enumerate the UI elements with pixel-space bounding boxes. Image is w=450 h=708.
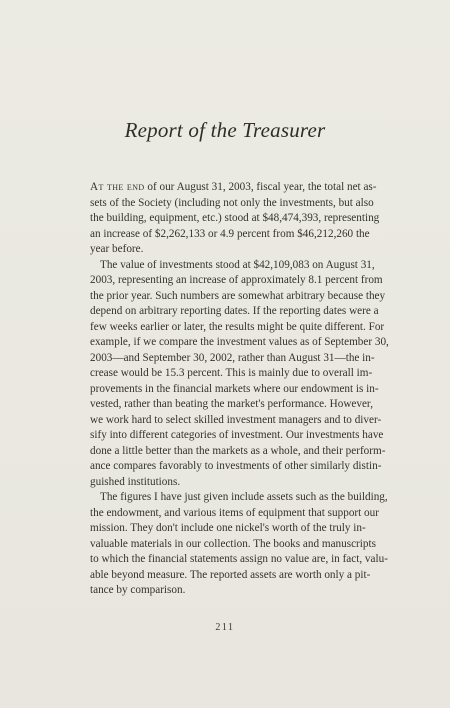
text-line: able beyond measure. The reported assets are worth only a pit-	[90, 568, 371, 581]
text-line: crease would be 15.3 percent. This is mainly due to overall im-	[90, 367, 373, 379]
text-line: guished institutions.	[90, 475, 181, 488]
text-line: The figures I have just given include assets such as the building,	[100, 491, 388, 503]
text-line: The value of investments stood at $42,109,083 on August 31,	[100, 258, 375, 271]
lead-smallcaps: At the end	[90, 181, 145, 193]
text-line: example, if we compare the investment values as of September 30,	[90, 336, 389, 348]
text-line: vested, rather than beating the market's performance. However,	[90, 398, 373, 410]
text-line: year before.	[90, 243, 144, 255]
text-line: to which the financial statements assign no value are, in fact, valu-	[90, 553, 388, 565]
body-text	[90, 180, 389, 599]
text-line: 2003, representing an increase of approximately 8.1 percent from	[90, 274, 383, 286]
text-line: mission. They don't include one nickel's worth of the truly in-	[90, 522, 366, 534]
text-line: the endowment, and various items of equipment that support our	[90, 506, 379, 519]
text-line: tance by comparison.	[90, 584, 186, 596]
page-title: Report of the Treasurer	[124, 118, 326, 142]
text-line: valuable materials in our collection. The books and manuscripts	[90, 537, 376, 550]
text-line: depend on arbitrary reporting dates. If the reporting dates were a	[90, 305, 379, 317]
paragraph-3	[90, 490, 388, 599]
text-line: provements in the financial markets where our endowment is in-	[90, 382, 379, 395]
text-line: an increase of $2,262,133 or 4.9 percent from $46,212,260 the	[90, 227, 370, 240]
text-line: sify into different categories of investment. Our investments have	[90, 429, 384, 441]
text-line: 2003—and September 30, 2002, rather than August 31—the in-	[90, 351, 375, 364]
paragraph-2	[90, 258, 389, 491]
text-line: ance compares favorably to investments of other similarly distin-	[90, 460, 382, 472]
text-line: sets of the Society (including not only the investments, but also	[90, 196, 374, 209]
paragraph-1	[90, 180, 380, 258]
text-line: few weeks earlier or later, the results might be quite different. For	[90, 320, 385, 333]
text-line: At the end of our August 31, 2003, fiscal year, the total net as-	[90, 181, 377, 193]
text-line: the prior year. Such numbers are somewhat arbitrary because they	[90, 289, 386, 302]
page-number: 211	[215, 622, 235, 633]
text-line: the building, equipment, etc.) stood at $48,474,393, representing	[90, 212, 380, 224]
text-line: we work hard to select skilled investment managers and to diver-	[90, 413, 382, 426]
text-line: done a little better than the markets as a whole, and their perform-	[90, 444, 386, 457]
